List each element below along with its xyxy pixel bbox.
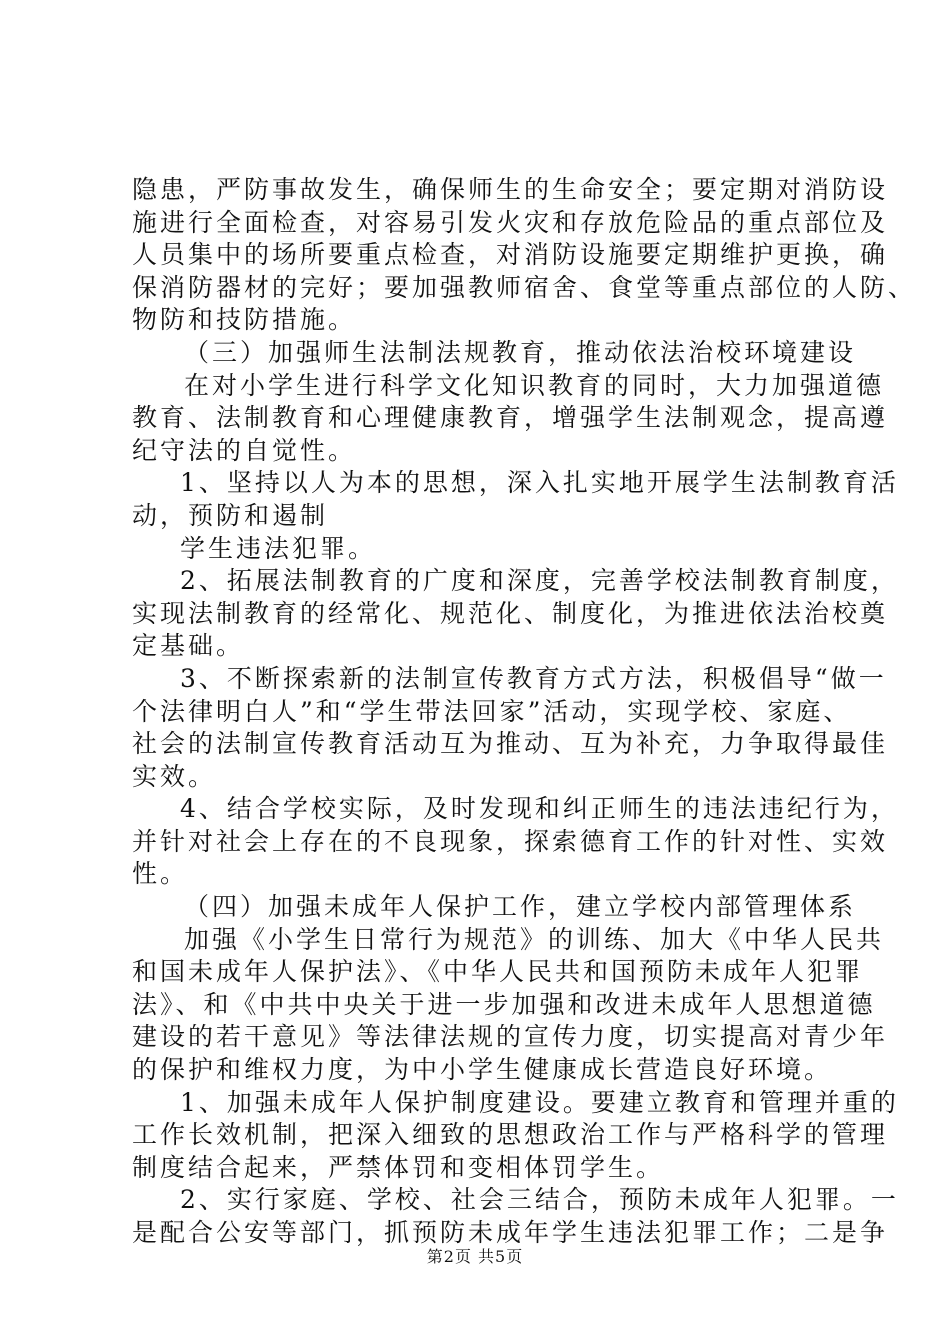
text-line: 1、加强未成年人保护制度建设。要建立教育和管理并重的 bbox=[180, 1087, 899, 1117]
text-line: 学生违法犯罪。 bbox=[180, 533, 377, 563]
text-line: 性。 bbox=[132, 859, 189, 889]
text-line: 定基础。 bbox=[132, 631, 245, 661]
text-line: 法》、和《中共中央关于进一步加强和改进未成年人思想道德 bbox=[132, 989, 876, 1019]
text-line: （三）加强师生法制法规教育，推动依法治校环境建设 bbox=[184, 337, 857, 367]
text-line: 的保护和维权力度，为中小学生健康成长营造良好环境。 bbox=[132, 1055, 833, 1085]
text-line: （四）加强未成年人保护工作，建立学校内部管理体系 bbox=[184, 892, 857, 922]
text-line: 制度结合起来，严禁体罚和变相体罚学生。 bbox=[132, 1152, 665, 1182]
text-line: 个法律明白人”和“学生带法回家”活动，实现学校、家庭、 bbox=[132, 696, 852, 726]
text-line: 建设的若干意见》等法律法规的宣传力度，切实提高对青少年 bbox=[132, 1022, 889, 1052]
text-line: 3、不断探索新的法制宣传教育方式方法，积极倡导“做一 bbox=[180, 663, 887, 693]
text-line: 4、结合学校实际，及时发现和纠正师生的违法违纪行为， bbox=[180, 794, 899, 824]
text-line: 实现法制教育的经常化、规范化、制度化，为推进依法治校奠 bbox=[132, 598, 889, 628]
text-line: 实效。 bbox=[132, 761, 217, 791]
text-line: 动，预防和遏制 bbox=[132, 500, 329, 530]
document-body bbox=[132, 174, 917, 1250]
text-line: 保消防器材的完好；要加强教师宿舍、食堂等重点部位的人防、 bbox=[132, 272, 917, 302]
text-line: 工作长效机制，把深入细致的思想政治工作与严格科学的管理 bbox=[132, 1120, 889, 1150]
text-line: 2、拓展法制教育的广度和深度，完善学校法制教育制度， bbox=[180, 566, 899, 596]
text-line: 物防和技防措施。 bbox=[132, 305, 357, 335]
text-line: 2、实行家庭、学校、社会三结合，预防未成年人犯罪。一 bbox=[180, 1185, 899, 1215]
page-number: 第2页 共5页 bbox=[426, 1247, 524, 1266]
text-line: 人员集中的场所要重点检查，对消防设施要定期维护更换，确 bbox=[132, 240, 889, 270]
text-line: 并针对社会上存在的不良现象，探索德育工作的针对性、实效 bbox=[132, 826, 889, 856]
text-line: 纪守法的自觉性。 bbox=[132, 435, 357, 465]
text-line: 施进行全面检查，对容易引发火灾和存放危险品的重点部位及 bbox=[132, 207, 889, 237]
text-line: 隐患，严防事故发生，确保师生的生命安全；要定期对消防设 bbox=[132, 175, 889, 204]
text-line: 社会的法制宣传教育活动互为推动、互为补充，力争取得最佳 bbox=[132, 729, 889, 759]
text-line: 教育、法制教育和心理健康教育，增强学生法制观念，提高遵 bbox=[132, 403, 889, 433]
text-line: 1、坚持以人为本的思想，深入扎实地开展学生法制教育活 bbox=[180, 468, 899, 498]
text-line: 在对小学生进行科学文化知识教育的同时，大力加强道德 bbox=[184, 370, 885, 400]
text-line: 加强《小学生日常行为规范》的训练、加大《中华人民共 bbox=[184, 924, 885, 954]
text-line: 是配合公安等部门，抓预防未成年学生违法犯罪工作；二是争 bbox=[132, 1218, 889, 1247]
text-line: 和国未成年人保护法》、《中华人民共和国预防未成年人犯罪 bbox=[132, 957, 864, 987]
